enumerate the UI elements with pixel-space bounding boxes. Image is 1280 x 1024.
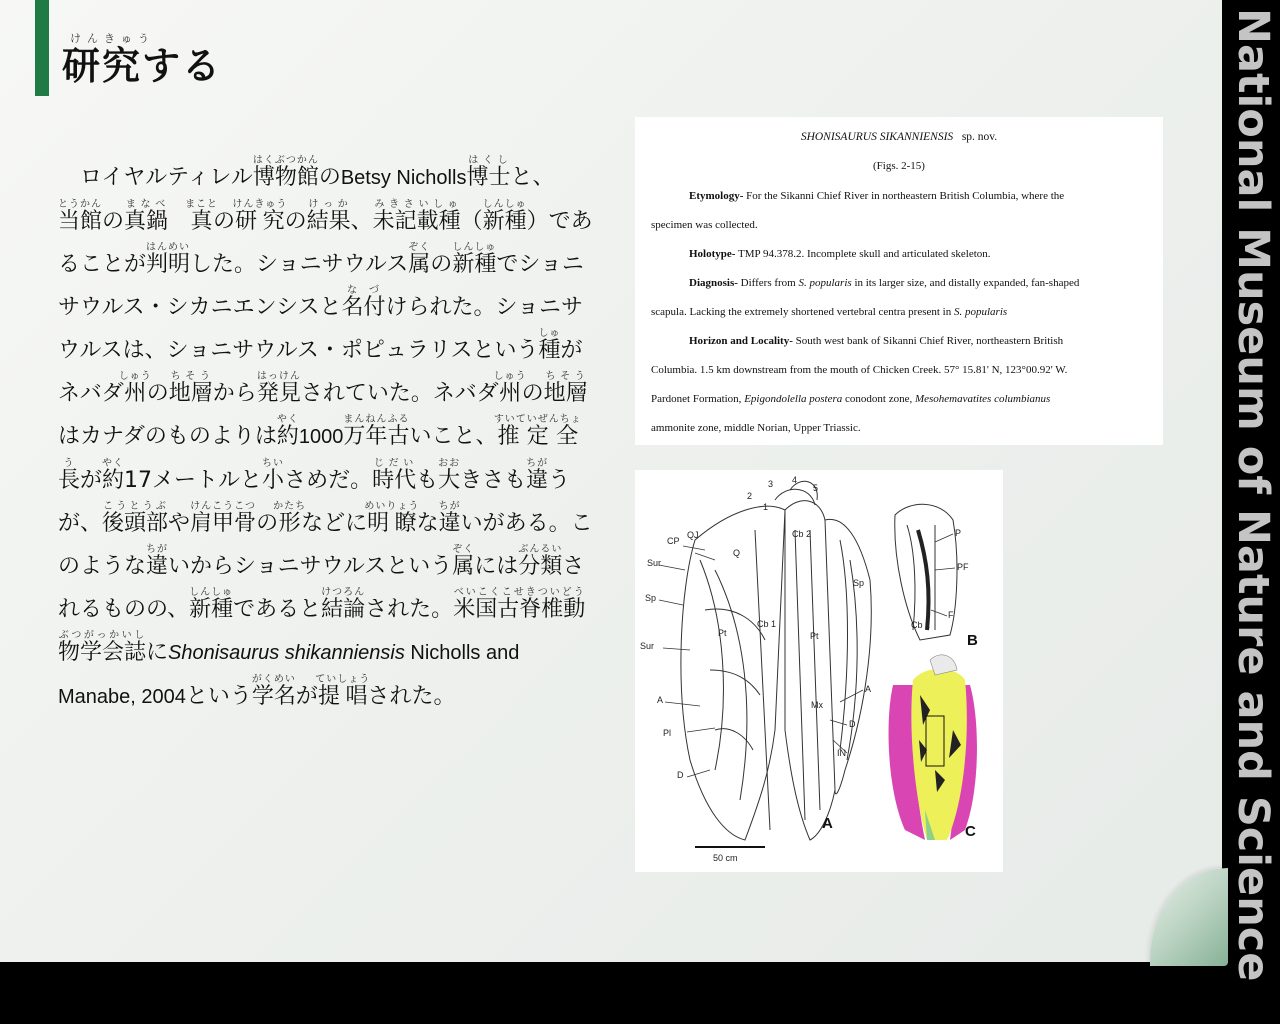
text-segment: と、	[510, 165, 555, 190]
diagnosis-line: Diagnosis- Differs from S. popularis in its larger size, and distally expanded, fan-shaped	[689, 277, 1080, 289]
species-description-excerpt	[635, 117, 1163, 445]
label-mx: Mx	[811, 700, 823, 710]
text-segment: などに	[301, 511, 368, 536]
ruby-word: 後頭部こうとうぶ	[102, 501, 169, 536]
text-segment: さめだ。	[284, 468, 373, 493]
ruby-word: 違ちが	[146, 544, 169, 579]
text-segment: ロイヤルティレル	[58, 165, 253, 190]
ruby-word: 判明はんめい	[146, 242, 191, 277]
label-cb1-b: Cb 1	[911, 620, 931, 630]
text-segment: や	[168, 511, 191, 536]
text-segment: 1000	[298, 426, 344, 448]
ruby-word: 明瞭めいりょう	[364, 501, 420, 536]
text-segment: された。	[365, 597, 454, 622]
ruby-word: 地層ちそう	[168, 371, 213, 406]
ruby-word: 推定全長すいていぜんちょう	[58, 414, 582, 493]
text-segment: が	[80, 468, 103, 493]
ruby-word: 州しゅう	[493, 371, 527, 406]
ruby-word: 学名がくめい	[251, 674, 296, 709]
label-num: 1	[763, 502, 769, 512]
title-ruby: けんきゅう	[70, 32, 155, 45]
text-segment: の	[102, 209, 125, 234]
ruby-word: 研究けんきゅう	[232, 199, 288, 234]
ruby-word: 結果けっか	[306, 199, 351, 234]
text-segment: でショニサウルス・シカニエンシスと	[58, 252, 584, 320]
label-num: 5	[813, 483, 819, 493]
text-segment: という	[185, 684, 252, 709]
label-num: 4	[792, 475, 798, 485]
ruby-word: 真鍋まなべ	[124, 199, 169, 234]
text-segment: けられた。ショニサウルスは、ショニサウルス・ポピュラリスという	[58, 295, 584, 363]
page-title: 研究する	[62, 44, 223, 88]
text-segment: Nicholls and Manabe, 2004	[58, 642, 520, 708]
ruby-word: 真まこと	[185, 199, 219, 234]
text-segment: には	[474, 554, 519, 579]
ruby-word: 約やく	[276, 414, 299, 449]
ruby-word: 古ふる	[387, 414, 410, 449]
ruby-word: 結論けつろん	[321, 587, 366, 622]
ruby-word: 名付なづ	[341, 285, 386, 320]
text-segment: の	[521, 381, 544, 406]
label-sur: Sur	[640, 641, 655, 651]
label-num: 2	[747, 491, 753, 501]
ruby-word: 新種しんしゅ	[482, 199, 527, 234]
body-paragraph	[58, 155, 593, 719]
ruby-word: 約やく	[102, 458, 125, 493]
label-q: Q	[733, 548, 741, 558]
panel-b-label: B	[967, 632, 978, 649]
etymology-line-2: specimen was collected.	[651, 219, 758, 231]
ruby-word: 時代じだい	[372, 458, 417, 493]
ruby-word: 新種しんしゅ	[452, 242, 497, 277]
text-segment: いからショニサウルスという	[168, 554, 453, 579]
label-f: F	[948, 610, 954, 620]
label-a: A	[865, 684, 872, 694]
text-segment: うが、	[58, 468, 571, 536]
text-segment: いこと、	[409, 424, 498, 449]
scale-label: 50 cm	[713, 853, 738, 863]
label-pf: PF	[957, 562, 969, 572]
label-d: D	[677, 770, 684, 780]
text-segment: に	[146, 640, 169, 665]
label-cb1: Cb 1	[757, 619, 777, 629]
text-segment: の	[284, 209, 307, 234]
ruby-word: 発見はっけん	[256, 371, 301, 406]
text-segment: な	[416, 511, 439, 536]
label-cb2: Cb 2	[792, 529, 812, 539]
paper-title: SHONISAURUS SIKANNIENSIS sp. nov.	[800, 131, 998, 143]
ruby-word: 地層ちそう	[543, 371, 588, 406]
paper-figs: (Figs. 2-15)	[873, 160, 925, 172]
label-d: D	[849, 719, 856, 729]
text-segment: の	[318, 165, 341, 190]
text-segment: がネバダ	[58, 338, 583, 406]
text-segment: から	[212, 381, 257, 406]
accent-bar	[35, 0, 49, 96]
ruby-word: 種しゅ	[538, 328, 561, 363]
ruby-word: 違ちが	[526, 458, 549, 493]
text-segment: 17メートルと	[124, 468, 263, 493]
text-segment: の	[256, 511, 279, 536]
label-num: 3	[768, 479, 774, 489]
ruby-word: 新種しんしゅ	[189, 587, 234, 622]
skull-figure	[635, 470, 1003, 872]
panel-a-leaders	[659, 546, 863, 777]
ruby-word: 分類ぶんるい	[518, 544, 563, 579]
panel-a-drawing	[681, 481, 871, 840]
label-in: IN	[837, 748, 846, 758]
label-p: P	[955, 528, 962, 538]
text-segment: であると	[233, 597, 322, 622]
text-segment: 、	[350, 209, 373, 234]
text-segment: Betsy Nicholls	[340, 167, 467, 189]
ruby-word: 博士はくし	[466, 155, 511, 190]
label-qj: QJ	[687, 530, 699, 540]
museum-side-banner: National Museum of Nature and Science	[1228, 8, 1278, 982]
ruby-word: 小ちい	[262, 458, 285, 493]
holotype-line: Holotype- TMP 94.378.2. Incomplete skull and articulated skeleton.	[689, 248, 991, 260]
text-segment: の	[430, 252, 453, 277]
panel-a-label: A	[822, 815, 833, 832]
text-segment: きさも	[460, 468, 527, 493]
diagnosis-line-2: scapula. Lacking the extremely shortened vertebral centra present in S. popularis	[651, 306, 1008, 318]
label-a: A	[657, 695, 664, 705]
text-segment: ）であることが	[58, 209, 593, 277]
horizon-line-3: Pardonet Formation, Epigondolella postera conodont zone, Mesohemavatites columbianus	[651, 393, 1051, 405]
text-segment: の	[213, 209, 236, 234]
horizon-line-2: Columbia. 1.5 km downstream from the mouth of Chicken Creek. 57° 15.81' N, 123°00.92' W.	[651, 364, 1068, 376]
label-pt: Pt	[810, 631, 819, 641]
label-sp: Sp	[853, 578, 865, 588]
panel-c-label: C	[965, 823, 976, 840]
ruby-word: 万年まんねん	[343, 414, 388, 449]
label-pt: Pt	[718, 628, 727, 638]
ruby-word: 属ぞく	[408, 242, 431, 277]
text-segment: されるものの、	[58, 554, 585, 622]
text-segment: の	[146, 381, 169, 406]
text-segment: はカナダのものよりは	[58, 424, 277, 449]
ruby-word: 大おお	[438, 458, 461, 493]
label-cp: CP	[667, 536, 680, 546]
ruby-word: 違ちが	[438, 501, 461, 536]
scientific-name: Shonisaurus shikanniensis	[168, 642, 405, 664]
horizon-line-4: ammonite zone, middle Norian, Upper Triassic.	[651, 422, 861, 434]
text-segment: した。ショニサウルス	[190, 252, 409, 277]
ruby-word: 当館とうかん	[58, 199, 103, 234]
label-pl: Pl	[663, 728, 672, 738]
title-block	[62, 30, 222, 88]
ruby-word: 形かたち	[273, 501, 307, 536]
text-segment: も	[416, 468, 439, 493]
horizon-line: Horizon and Locality- South west bank of Sikanni Chief River, northeastern British	[689, 335, 1064, 347]
text-segment: （	[460, 209, 483, 234]
text-segment: された。	[367, 684, 456, 709]
ruby-word: 提唱ていしょう	[315, 674, 371, 709]
ruby-word: 博物館はくぶつかん	[252, 155, 319, 190]
ruby-word: 未記載種みきさいしゅ	[372, 199, 461, 234]
text-segment: が	[295, 684, 318, 709]
label-sur: Sur	[647, 558, 662, 568]
ruby-word: 属ぞく	[452, 544, 475, 579]
panel-c-drawing	[889, 655, 977, 840]
etymology-line: Etymology- For the Sikanni Chief River in northeastern British Columbia, where the	[689, 190, 1065, 202]
ruby-word: 肩甲骨けんこうこつ	[190, 501, 257, 536]
ruby-word: 米国古脊椎動物学会誌べいこくこせきついどうぶつがっかいし	[58, 587, 586, 665]
text-segment: いがある。このような	[58, 511, 593, 579]
ruby-word: 州しゅう	[118, 371, 152, 406]
text-segment: されていた。ネバダ	[300, 381, 499, 406]
label-sp: Sp	[645, 593, 657, 603]
